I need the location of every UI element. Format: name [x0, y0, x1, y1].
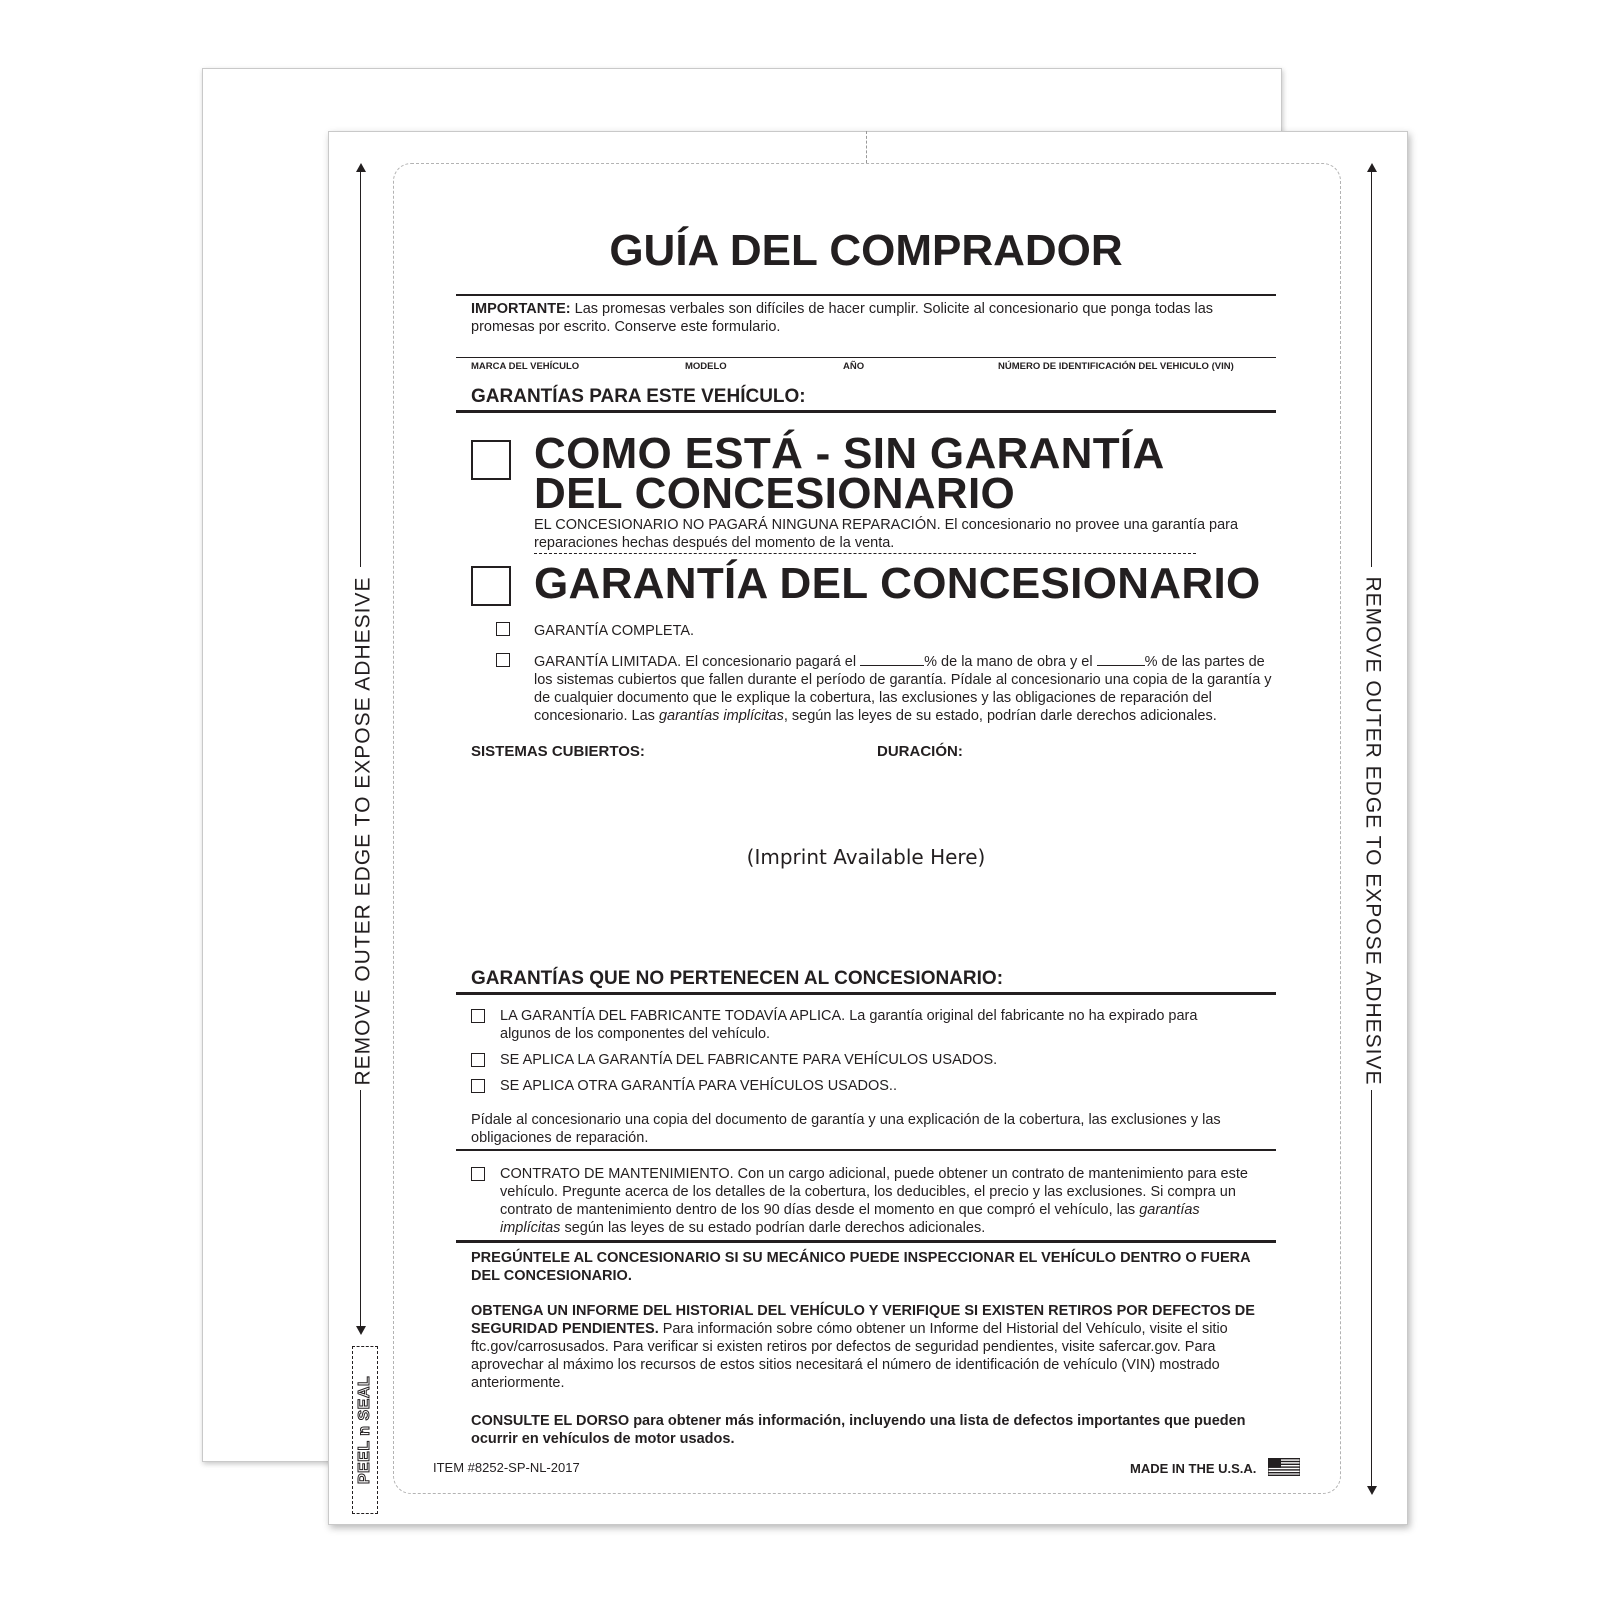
history-text: Para información sobre cómo obtener un Informe del Historial del Vehículo, visite el sitio ftc.gov/carrosusados. Para verificar si existen retiros por defectos de seguridad pendientes, visite safercar.gov. Para aprovechar al máximo los recursos de estos sitios necesitará el número de identificación de vehículo (VIN) mostrado anteriormente. [471, 1321, 1228, 1391]
importante-body: Las promesas verbales son difíciles de hacer cumplir. Solicite al concesionario que ponga todas las promesas por escrito. Conserve este formulario. [471, 301, 1214, 335]
full-warranty-checkbox[interactable] [496, 622, 510, 636]
warranties-heading: GARANTÍAS PARA ESTE VEHÍCULO: [471, 386, 806, 407]
dealer-warranty-title: GARANTÍA DEL CONCESIONARIO [534, 559, 1261, 608]
dealer-warranty-checkbox[interactable] [471, 566, 511, 606]
limited-warranty-checkbox[interactable] [496, 653, 510, 667]
made-in-usa: MADE IN THE U.S.A. [1130, 1461, 1257, 1476]
importante-text [471, 300, 1261, 336]
divider [456, 410, 1276, 413]
parts-percent-blank[interactable] [1097, 653, 1145, 666]
non-dealer-note: Pídale al concesionario una copia del documento de garantía y una explicación de la cobertura, las exclusiones y las obligaciones de reparación. [471, 1112, 1221, 1146]
limited-italic: garantías implícitas [658, 708, 784, 724]
side-line [360, 170, 361, 567]
manufacturer-warranty-checkbox[interactable] [471, 1009, 485, 1023]
service-text-a: CONTRATO DE MANTENIMIENTO. Con un cargo adicional, puede obtener un contrato de mantenimiento para este vehículo. Pregunte acerca de los detalles de la cobertura, los deducibles, el precio y las exclusiones. Si compra un contrato de mantenimiento dentro de los 90 días desde el momento en que compró el vehículo, las [500, 1166, 1248, 1218]
labor-percent-blank[interactable] [860, 653, 924, 666]
limited-text-b: % de la mano de obra y el [924, 654, 1097, 670]
us-flag-icon [1268, 1458, 1300, 1476]
other-warranty-checkbox[interactable] [471, 1079, 485, 1093]
full-warranty-label: GARANTÍA COMPLETA. [534, 623, 695, 639]
limited-warranty-text [534, 653, 1274, 725]
duration-label: DURACIÓN: [877, 743, 963, 760]
side-instruction-left: REMOVE OUTER EDGE TO EXPOSE ADHESIVE [351, 576, 375, 1086]
service-contract-checkbox[interactable] [471, 1167, 485, 1181]
as-is-text: EL CONCESIONARIO NO PAGARÁ NINGUNA REPARACIÓN. El concesionario no provee una garantía para reparaciones hechas después del momento de la venta. [534, 517, 1239, 551]
form-title: GUÍA DEL COMPRADOR [609, 226, 1123, 275]
field-model: MODELO [685, 361, 727, 372]
history-bold: OBTENGA UN INFORME DEL HISTORIAL DEL VEHÍCULO Y VERIFIQUE SI EXISTEN RETIROS POR DEFECTOS DE SEGURIDAD PENDIENTES. [471, 1303, 1255, 1337]
consult-notice: CONSULTE EL DORSO para obtener más información, incluyendo una lista de defectos importantes que pueden ocurrir en vehículos de motor usados. [471, 1413, 1246, 1447]
divider [456, 1240, 1276, 1243]
limited-text-a: GARANTÍA LIMITADA. El concesionario pagará el [534, 654, 861, 670]
non-dealer-heading: GARANTÍAS QUE NO PERTENECEN AL CONCESIONARIO: [471, 968, 1004, 989]
history-notice [471, 1302, 1261, 1392]
arrow-up-icon [356, 163, 366, 172]
service-italic: garantías implícitas [500, 1202, 1200, 1236]
manufacturer-warranty-text: LA GARANTÍA DEL FABRICANTE TODAVÍA APLICA. La garantía original del fabricante no ha expirado para algunos de los componentes del vehículo. [500, 1008, 1198, 1042]
item-number: ITEM #8252-SP-NL-2017 [433, 1460, 580, 1475]
service-text-b: según las leyes de su estado podrían darle derechos adicionales. [560, 1220, 986, 1236]
arrow-up-icon [1367, 163, 1377, 172]
arrow-down-icon [1367, 1486, 1377, 1495]
divider [456, 357, 1276, 358]
used-vehicle-warranty-text: SE APLICA LA GARANTÍA DEL FABRICANTE PARA VEHÍCULOS USADOS. [500, 1052, 998, 1068]
brand-text: PEEL n SEAL [356, 1375, 373, 1485]
divider [456, 1149, 1276, 1151]
as-is-checkbox[interactable] [471, 440, 511, 480]
brand-logo [352, 1346, 378, 1514]
side-line [1371, 1090, 1372, 1487]
field-vin: NÚMERO DE IDENTIFICACIÓN DEL VEHICULO (VIN) [998, 361, 1234, 372]
inspection-notice: PREGÚNTELE AL CONCESIONARIO SI SU MECÁNICO PUEDE INSPECCIONAR EL VEHÍCULO DENTRO O FUERA DEL CONCESIONARIO. [471, 1250, 1251, 1284]
limited-text-c: % de las partes de los sistemas cubiertos que fallen durante el período de garantía. Pídale al concesionario una copia de la garantía y de cualquier documento que le explique la cobertura, las exclusiones y las obligaciones de reparación del concesionario. Las [534, 654, 1272, 724]
dashed-divider [534, 553, 1196, 554]
used-vehicle-warranty-checkbox[interactable] [471, 1053, 485, 1067]
perforation-mark [866, 131, 867, 163]
divider [456, 992, 1276, 995]
as-is-title: COMO ESTÁ - SIN GARANTÍA DEL CONCESIONARIO [534, 429, 1163, 518]
side-line [360, 1090, 361, 1327]
side-instruction-right: REMOVE OUTER EDGE TO EXPOSE ADHESIVE [1361, 576, 1385, 1086]
field-make: MARCA DEL VEHÍCULO [471, 361, 580, 372]
importante-label: IMPORTANTE: [471, 301, 571, 317]
imprint-placeholder: (Imprint Available Here) [746, 845, 986, 869]
service-contract-text [500, 1165, 1260, 1237]
other-warranty-text: SE APLICA OTRA GARANTÍA PARA VEHÍCULOS USADOS.. [500, 1078, 897, 1094]
field-year: AÑO [843, 361, 865, 372]
limited-text-d: , según las leyes de su estado, podrían darle derechos adicionales. [783, 708, 1217, 724]
side-line [1371, 170, 1372, 567]
divider [456, 294, 1276, 296]
arrow-down-icon [356, 1326, 366, 1335]
systems-covered-label: SISTEMAS CUBIERTOS: [471, 743, 645, 760]
